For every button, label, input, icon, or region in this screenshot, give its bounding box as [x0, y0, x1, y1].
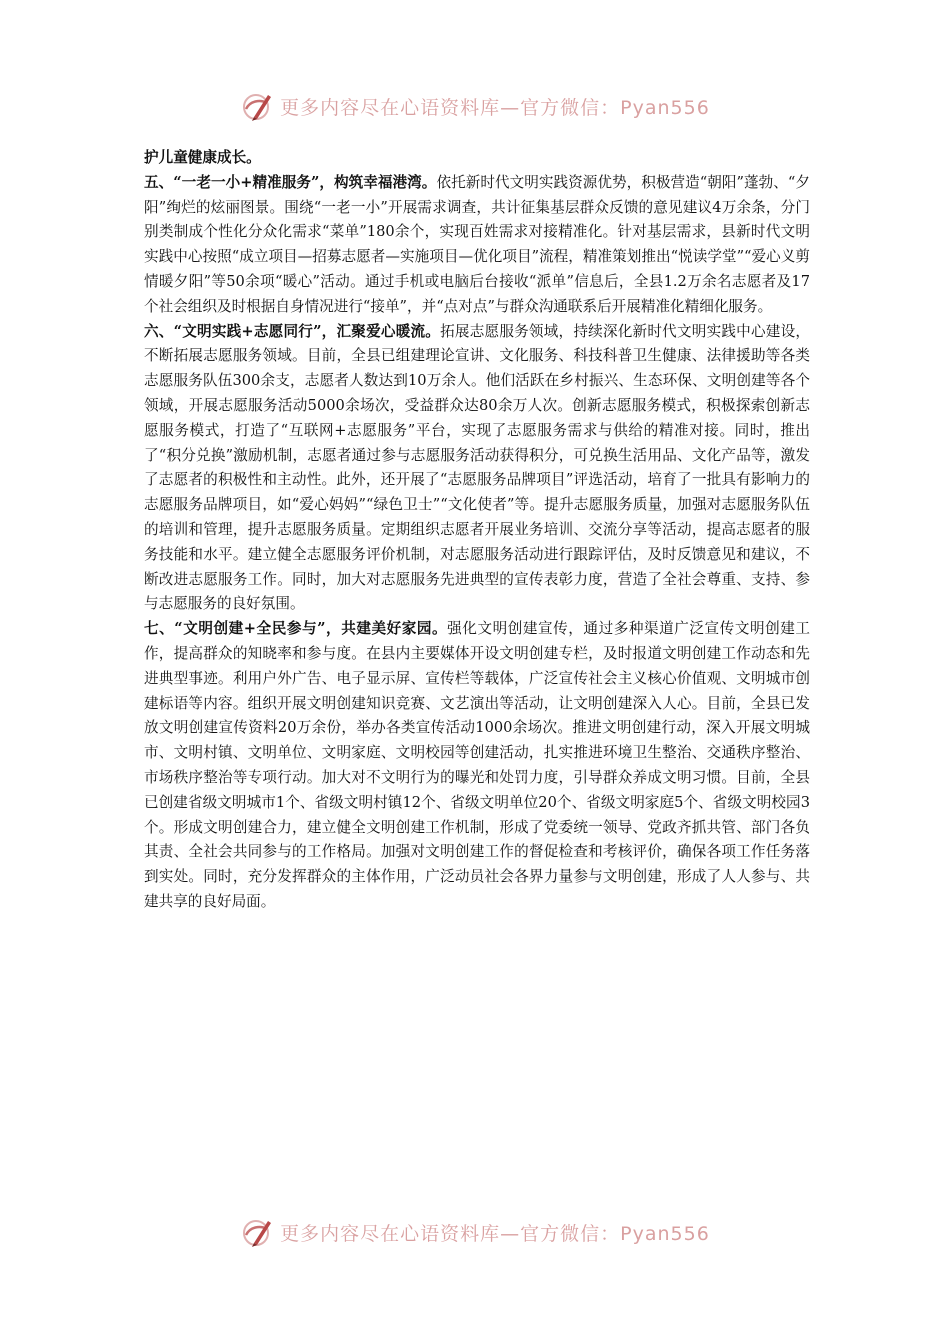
- section-body: 强化文明创建宣传，通过多种渠道广泛宣传文明创建工作，提高群众的知晓率和参与度。在县内主要媒体开设文明创建专栏，及时报道文明创建工作动态和先进典型事迹。利用户外广告、电子显示屏、宣传栏等载体，广泛宣传社会主义核心价值观、文明城市创建标语等内容。组织开展文明创建知识竞赛、文艺演出等活动，让文明创建深入人心。目前，全县已发放文明创建宣传资料20万余份，举办各类宣传活动1000余场次。推进文明创建行动，深入开展文明城市、文明村镇、文明单位、文明家庭、文明校园等创建活动，扎实推进环境卫生整治、交通秩序整治、市场秩序整治等专项行动。加大对不文明行为的曝光和处罚力度，引导群众养成文明习惯。目前，全县已创建省级文明城市1个、省级文明村镇12个、省级文明单位20个、省级文明家庭5个、省级文明校园3个。形成文明创建合力，建立健全文明创建工作机制，形成了党委统一领导、党政齐抓共管、部门各负其责、全社会共同参与的工作格局。加强对文明创建工作的督促检查和考核评价，确保各项工作任务落到实处。同时，充分发挥群众的主体作用，广泛动员社会各界力量参与文明创建，形成了人人参与、共建共享的良好局面。: [144, 620, 810, 910]
- watermark-text: 更多内容尽在心语资料库—官方微信：Pyan556: [280, 96, 710, 119]
- section-paragraph: [144, 617, 810, 915]
- watermark-text: 更多内容尽在心语资料库—官方微信：Pyan556: [280, 1222, 710, 1245]
- document-body: [144, 146, 810, 915]
- watermark-footer: [0, 1212, 950, 1252]
- section-heading: 七、“文明创建+全民参与”，共建美好家园。: [144, 620, 448, 638]
- pen-circle-logo-icon: [240, 89, 274, 123]
- section-paragraph: [144, 171, 810, 320]
- watermark-header: [0, 86, 950, 126]
- section-heading: 五、“一老一小+精准服务”，构筑幸福港湾。: [144, 173, 437, 191]
- pen-circle-logo-icon: [240, 1215, 274, 1249]
- section-paragraph: [144, 320, 810, 618]
- section-heading: 六、“文明实践+志愿同行”，汇聚爱心暖流。: [144, 322, 441, 340]
- section-body: 拓展志愿服务领域，持续深化新时代文明实践中心建设，不断拓展志愿服务领域。目前，全县已组建理论宣讲、文化服务、科技科普卫生健康、法律援助等各类志愿服务队伍300余支，志愿者人数达到10万余人。他们活跃在乡村振兴、生态环保、文明创建等各个领域，开展志愿服务活动5000余场次，受益群众达80余万人次。创新志愿服务模式，积极探索创新志愿服务模式，打造了“互联网+志愿服务”平台，实现了志愿服务需求与供给的精准对接。同时，推出了“积分兑换”激励机制，志愿者通过参与志愿服务活动获得积分，可兑换生活用品、文化产品等，激发了志愿者的积极性和主动性。此外，还开展了“志愿服务品牌项目”评选活动，培育了一批具有影响力的志愿服务品牌项目，如“爱心妈妈”“绿色卫士”“文化使者”等。提升志愿服务质量，加强对志愿服务队伍的培训和管理，提升志愿服务质量。定期组织志愿者开展业务培训、交流分享等活动，提高志愿者的服务技能和水平。建立健全志愿服务评价机制，对志愿服务活动进行跟踪评估，及时反馈意见和建议，不断改进志愿服务工作。同时，加大对志愿服务先进典型的宣传表彰力度，营造了全社会尊重、支持、参与志愿服务的良好氛围。: [144, 322, 810, 613]
- intro-line: 护儿童健康成长。: [144, 149, 261, 166]
- section-body: 依托新时代文明实践资源优势，积极营造“朝阳”蓬勃、“夕阳”绚烂的炫丽图景。围绕“一老一小”开展需求调查，共计征集基层群众反馈的意见建议4万余条，分门别类制成个性化分众化需求“菜单”180余个，实现百姓需求对接精准化。针对基层需求，县新时代文明实践中心按照“成立项目—招募志愿者—实施项目—优化项目”流程，精准策划推出“悦读学堂”“爱心义剪情暖夕阳”等50余项“暖心”活动。通过手机或电脑后台接收“派单”信息后，全县1.2万余名志愿者及17个社会组织及时根据自身情况进行“接单”，并“点对点”与群众沟通联系后开展精准化精细化服务。: [144, 173, 810, 315]
